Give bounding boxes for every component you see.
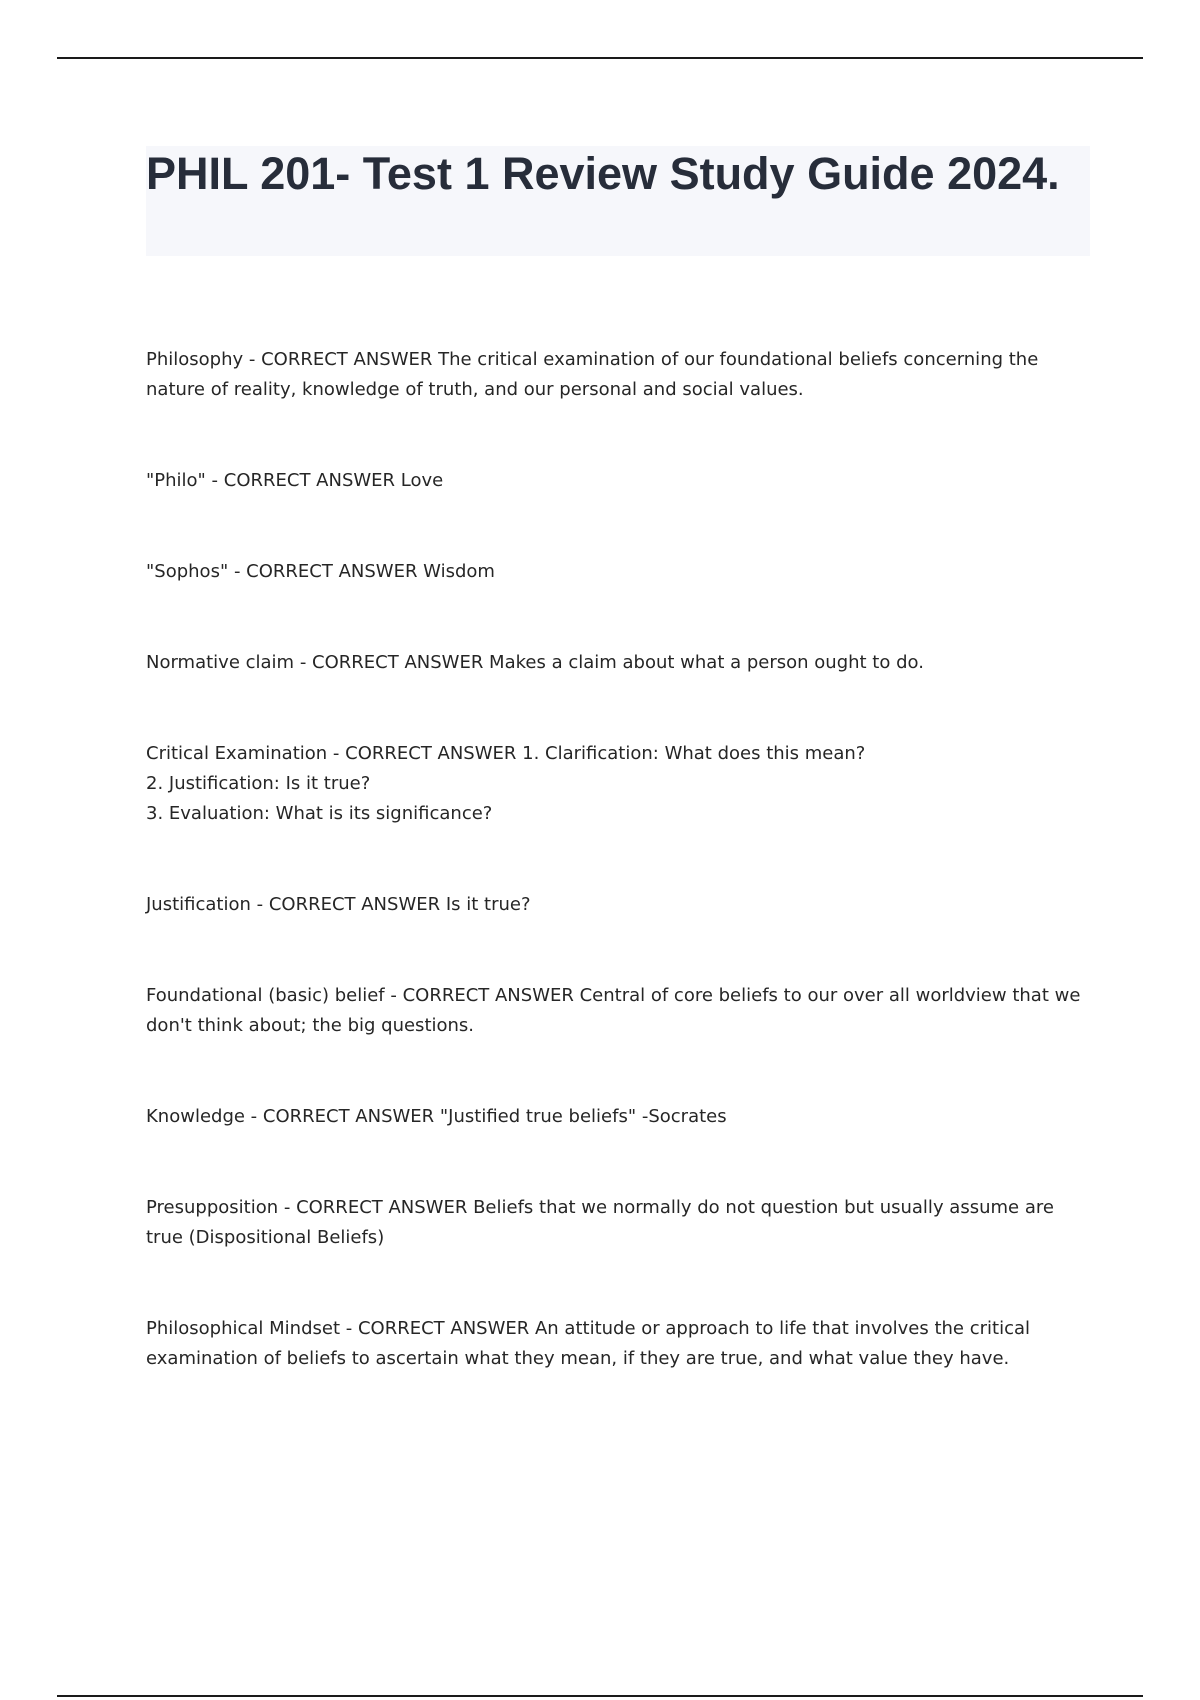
top-divider [57,57,1143,59]
entry-text: Knowledge - CORRECT ANSWER "Justified true beliefs" -Socrates [146,1106,727,1127]
entry-text: Critical Examination - CORRECT ANSWER 1. Clarification: What does this mean? [146,743,866,764]
entry-philosophy [146,345,1086,405]
entry-text: Philosophy - CORRECT ANSWER The critical examination of our foundational beliefs concerning the nature of reality, knowledge of truth, and our personal and social values. [146,349,1039,400]
study-guide-content [146,345,1086,1374]
entry-foundational-belief [146,981,1086,1041]
page-title: PHIL 201- Test 1 Review Study Guide 2024. [146,148,1060,199]
entry-normative-claim [146,648,1086,678]
entry-knowledge [146,1102,1086,1132]
entry-text: Presupposition - CORRECT ANSWER Beliefs that we normally do not question but usually assume are true (Dispositional Beliefs) [146,1197,1054,1248]
entry-text: Philosophical Mindset - CORRECT ANSWER An attitude or approach to life that involves the critical examination of beliefs to ascertain what they mean, if they are true, and what value they have. [146,1318,1030,1369]
entry-subline: 3. Evaluation: What is its significance? [146,803,493,824]
entry-text: "Sophos" - CORRECT ANSWER Wisdom [146,561,495,582]
entry-text: "Philo" - CORRECT ANSWER Love [146,470,444,491]
entry-text: Justification - CORRECT ANSWER Is it true? [146,894,531,915]
bottom-divider [57,1695,1143,1697]
entry-subline: 2. Justification: Is it true? [146,773,371,794]
entry-presupposition [146,1193,1086,1253]
title-banner [146,146,1090,256]
entry-philosophical-mindset [146,1314,1086,1374]
entry-sophos [146,557,1086,587]
entry-text: Normative claim - CORRECT ANSWER Makes a claim about what a person ought to do. [146,652,924,673]
entry-philo [146,466,1086,496]
entry-critical-examination [146,739,1086,829]
entry-text: Foundational (basic) belief - CORRECT ANSWER Central of core beliefs to our over all worldview that we don't think about; the big questions. [146,985,1081,1036]
entry-justification [146,890,1086,920]
